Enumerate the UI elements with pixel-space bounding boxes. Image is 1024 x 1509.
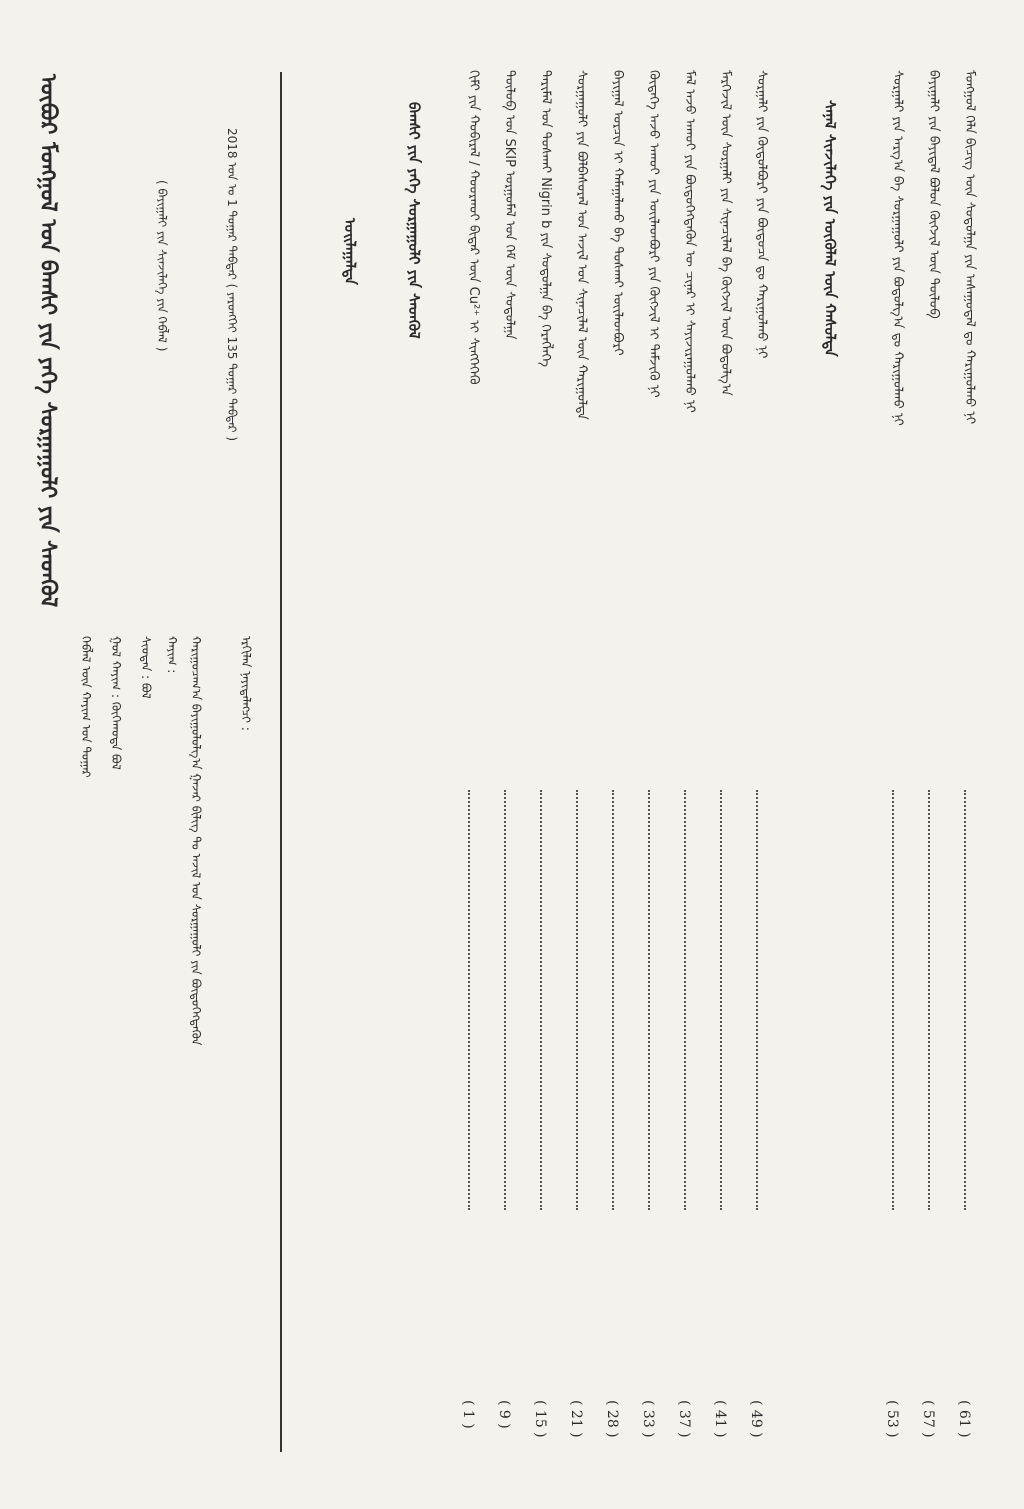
- issue-line: 2018 ᠣᠨ ᠤ 1 ᠳᠤᠭᠠᠷ ᠳᠡᠪᠲᠡᠷ ( ᠶᠡᠷᠦᠩᠬᠡᠢ 135 ᠳᠤᠭᠠᠷ ᠳᠡᠪᠲᠡᠷ ): [225, 128, 239, 442]
- toc-leader-dots: [964, 790, 966, 1210]
- toc-entry-text: ᠰᠤᠷᠭᠠᠯᠢ ᠶᠢᠨ ᠠᠷᠭ᠎ᠠ ᠪᠠ ᠰᠤᠷᠭᠠᠭᠤᠯᠢ ᠶᠢᠨ ᠪᠤᠳᠤᠯᠭ᠎ᠠ ᠳᠤ ᠬᠠᠷᠢᠭᠤᠯᠬᠤ ᠨᠢ: [890, 70, 905, 426]
- toc-leader-dots: [504, 790, 506, 1210]
- toc-leader-dots: [576, 790, 578, 1210]
- journal-title: ᠥᠪᠦᠷ ᠮᠣᠩᠭᠣᠯ ᠤᠨ ᠪᠠᠭᠰᠢ ᠶᠢᠨ ᠶᠡᠬᠡ ᠰᠤᠷᠭᠠᠭᠤᠯᠢ ᠶᠢᠨ ᠰᠡᠳᠬᠦᠯ: [35, 74, 60, 608]
- toc-entry-text: ᠪᠠᠶᠢᠭᠠᠯ ᠤᠷᠴᠢᠨ ᠢ ᠬᠠᠮᠠᠭᠠᠯᠠᠬᠤ ᠪᠠ ᠲᠤᠰᠬᠠᠶ ᠦᠢᠯᠡᠳᠪᠦᠷᠢ: [610, 70, 625, 356]
- issue-block-title: ᠪᠠᠭᠰᠢ ᠶᠢᠨ ᠶᠡᠬᠡ ᠰᠤᠷᠭᠠᠭᠤᠯᠢ ᠶᠢᠨ ᠰᠡᠳᠬᠦᠯ: [405, 102, 423, 339]
- toc-entry-text: ᠮᠡᠷᠭᠡᠵᠢᠯ ᠦᠨ ᠰᠤᠷᠭᠠᠯᠢ ᠶᠢᠨ ᠰᠢᠨᠡᠴᠢᠯᠡᠯ ᠪᠠ ᠬᠥᠭᠵᠢᠯ ᠦᠨ ᠪᠣᠳᠤᠯᠭ᠎ᠠ: [718, 70, 733, 396]
- editor-line: ᠬᠠᠶᠢᠭ :: [165, 636, 179, 674]
- editor-line: ᠰᠢᠤᠳᠠᠨ : ᠪᠤᠯ: [139, 636, 153, 699]
- editor-label: ᠡᠷᠬᠢᠯᠡᠨ ᠨᠡᠶᠢᠲᠡᠯᠡᠭᠴᠢ :: [239, 636, 253, 731]
- toc-leader-dots: [648, 790, 650, 1210]
- toc-page-number: ( 41 ): [712, 1400, 728, 1438]
- toc-page-number: ( 9 ): [496, 1400, 512, 1429]
- toc-leader-dots: [928, 790, 930, 1210]
- toc-page-number: ( 57 ): [920, 1400, 936, 1438]
- toc-leader-dots: [756, 790, 758, 1210]
- toc-entry-text: ᠮᠣᠩᠭᠣᠯ ᠬᠡᠯᠡ ᠪᠢᠴᠢᠭ ᠦᠨ ᠰᠤᠳᠤᠯᠭᠠ ᠶᠢᠨ ᠠᠰᠠᠭᠤᠳᠠᠯ ᠳᠤ ᠬᠠᠷᠢᠭᠤᠯᠬᠤ ᠨᠢ: [962, 70, 977, 425]
- toc-section-title: ᠰᠠᠨᠠᠯ ᠰᠢᠨᠵᠢᠯᠡᠭᠡ ᠶᠢᠨ ᠥᠭᠦᠯᠡᠯ ᠦᠨ ᠬᠠᠰᠤᠯᠲᠠ: [821, 100, 839, 357]
- editor-line: ᠭᠤᠯ ᠬᠠᠶᠢᠭ : ᠬᠥᠬᠡᠬᠣᠲᠠ ᠪᠤᠯ: [109, 636, 123, 770]
- editor-line: ᠬᠠᠷᠢᠭᠤᠴᠠᠭ᠎ᠠ ᠪᠠᠶᠢᠭᠤᠯᠤᠯᠭ᠎ᠠ ᠭᠠᠵᠠᠷ ᠪᠢᠯᠢᠭ ᠲᠤ ᠠᠵᠢᠯ ᠤᠨ ᠰᠤᠷᠭᠠᠭᠤᠯᠢ ᠶᠢᠨ ᠪᠦᠲᠦᠭᠡᠭᠳᠡᠬᠦᠨ: [189, 636, 203, 1046]
- toc-entry-text: ᠪᠠᠶᠢᠭᠠᠯᠢ ᠶᠢᠨ ᠪᠠᠶᠢᠳᠠᠯ ᠪᠤᠯᠤᠨ ᠬᠥᠭᠵᠢᠯ ᠦᠨ ᠲᠥᠯᠥᠪ: [926, 70, 941, 319]
- toc-entry-text: ᠬᠢᠮᠢ ᠶᠢᠨ ᠬᠤᠪᠢᠷᠠᠯ / ᠬᠣᠣᠷᠬᠣᠶ ᠪᠢᠳᠡᠷ ᠦᠨ Cu²⁺ ᠢ ᠰᠢᠩᠭᠡᠭᠡᠬᠦ: [466, 70, 481, 385]
- toc-leader-dots: [892, 790, 894, 1210]
- toc-entry-text: ᠰᠤᠷᠭᠠᠯᠢ ᠶᠢᠨ ᠬᠥᠲᠥᠯᠪᠦᠷᠢ ᠶᠢᠨ ᠪᠦᠲᠦᠴᠡ ᠳᠤ ᠬᠠᠷᠢᠭᠤᠯᠬᠤ ᠨᠢ: [754, 70, 769, 359]
- toc-page-number: ( 49 ): [748, 1400, 764, 1438]
- toc-page-number: ( 37 ): [676, 1400, 692, 1438]
- toc-leader-dots: [612, 790, 614, 1210]
- toc-leader-dots: [720, 790, 722, 1210]
- toc-entry-text: ᠮᠠᠯ ᠠᠵᠤ ᠠᠬᠤᠢ ᠶᠢᠨ ᠪᠦᠲᠦᠭᠡᠭᠳᠡᠬᠦᠨ ᠦ ᠴᠢᠨᠠᠷ ᠢ ᠰᠠᠶᠢᠵᠢᠷᠠᠭᠤᠯᠬᠤ ᠨᠢ: [682, 70, 697, 413]
- toc-entry-text: ᠬᠥᠳᠡᠭᠡ ᠠᠵᠤ ᠠᠬᠤᠢ ᠶᠢᠨ ᠦᠢᠯᠡᠳᠪᠦᠷᠢ ᠶᠢᠨ ᠬᠥᠭᠵᠢᠯ ᠢ ᠳᠡᠮᠵᠢᠬᠦ ᠨᠢ: [646, 70, 661, 398]
- editor-line: ᠬᠡᠪᠯᠡᠯ ᠦᠨ ᠬᠠᠶᠢᠭ ᠤᠨ ᠳᠤᠭᠠᠷ: [79, 636, 93, 778]
- toc-page-number: ( 28 ): [604, 1400, 620, 1438]
- toc-leader-dots: [468, 790, 470, 1210]
- toc-leader-dots: [540, 790, 542, 1210]
- toc-entry-text: ᠲᠠᠷᠢᠮᠠᠯ ᠤᠨ ᠲᠤᠰᠬᠠᠶ Nigrin b ᠶᠢᠨ ᠰᠤᠳᠤᠯᠭᠠ ᠪᠠ ᠬᠡᠷᠡᠭᠯᠡᠭᠡ: [538, 70, 553, 367]
- toc-page-number: ( 21 ): [568, 1400, 584, 1438]
- toc-leader-dots: [684, 790, 686, 1210]
- toc-page-number: ( 15 ): [532, 1400, 548, 1438]
- toc-page-number: ( 61 ): [956, 1400, 972, 1438]
- issue-sub: ( ᠪᠠᠶᠢᠭᠠᠯᠢ ᠶᠢᠨ ᠰᠢᠨᠵᠢᠯᠡᠭᠡ ᠶᠢᠨ ᠬᠡᠪᠯᠡᠯ ): [155, 180, 169, 352]
- contents-subtitle: ᠣᠢᠯᠠᠭᠠᠯᠲᠠ: [341, 218, 359, 285]
- toc-page-number: ( 53 ): [884, 1400, 900, 1438]
- toc-page-number: ( 33 ): [640, 1400, 656, 1438]
- toc-entry-text: ᠲᠥᠯᠥᠪ ᠤᠨ SKIP ᠤᠷᠭᠤᠮᠠᠯ ᠤᠨ ᠬᠡᠮ ᠦᠨ ᠰᠤᠳᠤᠯᠭᠠ: [502, 70, 517, 340]
- separator-line: [280, 72, 282, 1452]
- toc-page-number: ( 1 ): [460, 1400, 476, 1429]
- toc-entry-text: ᠰᠤᠷᠭᠠᠭᠤᠯᠢ ᠶᠢᠨ ᠪᠣᠯᠪᠠᠰᠤᠷᠠᠯ ᠤᠨ ᠠᠵᠢᠯ ᠤᠨ ᠰᠢᠨᠡᠴᠢᠯᠡᠯ ᠦᠨ ᠬᠠᠷᠢᠭᠤᠯᠲᠠ: [574, 70, 589, 420]
